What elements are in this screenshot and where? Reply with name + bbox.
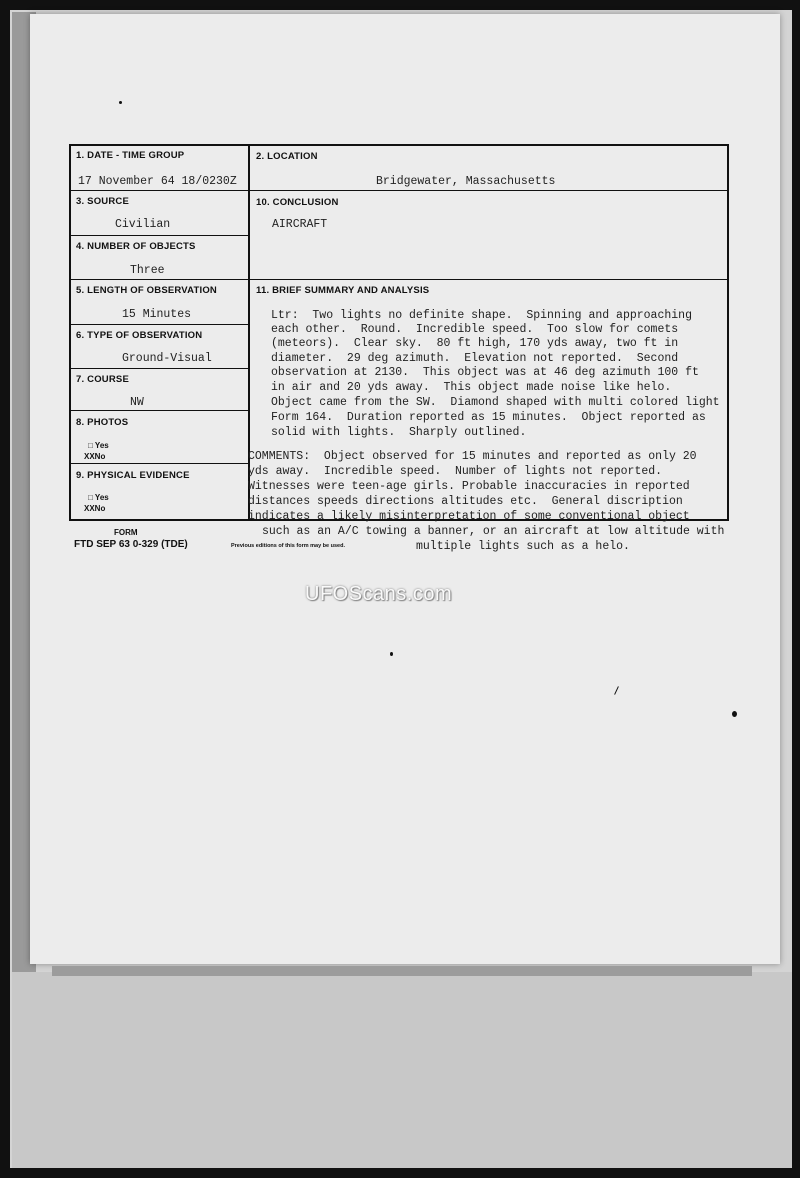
row-divider-left-c bbox=[69, 368, 249, 369]
location-label: 2. LOCATION bbox=[256, 151, 318, 162]
course-value: NW bbox=[130, 396, 144, 409]
photos-no-checkmark: XX bbox=[84, 452, 95, 461]
row-divider-2 bbox=[69, 279, 729, 280]
number-of-objects-value: Three bbox=[130, 264, 165, 277]
photos-no-option bbox=[84, 452, 105, 461]
photos-yes-option: □ Yes bbox=[88, 441, 109, 450]
row-divider-1 bbox=[69, 190, 729, 191]
date-time-group-value: 17 November 64 18/0230Z bbox=[78, 175, 237, 188]
form-footer-previous-editions: Previous editions of this form may be used. bbox=[231, 543, 345, 549]
row-divider-left-d bbox=[69, 410, 249, 411]
comment-line: distances speeds directions altitudes etc. General discription bbox=[248, 495, 683, 508]
brief-summary-label: 11. BRIEF SUMMARY AND ANALYSIS bbox=[256, 285, 430, 296]
comment-line: yds away. Incredible speed. Number of lights not reported. bbox=[248, 465, 663, 478]
physical-evidence-yes-option: □ Yes bbox=[88, 493, 109, 502]
source-value: Civilian bbox=[115, 218, 171, 231]
scan-lower-strip bbox=[12, 972, 792, 1168]
summary-line: diameter. 29 deg azimuth. Elevation not reported. Second bbox=[271, 352, 679, 365]
physical-evidence-no-checkmark: XX bbox=[84, 504, 95, 513]
location-value: Bridgewater, Massachusetts bbox=[376, 175, 556, 188]
course-label: 7. COURSE bbox=[76, 374, 130, 385]
date-time-group-label: 1. DATE - TIME GROUP bbox=[76, 150, 185, 161]
form-footer-id: FTD SEP 63 0-329 (TDE) bbox=[74, 539, 188, 550]
comment-line: such as an A/C towing a banner, or an aircraft at low altitude with bbox=[262, 525, 725, 538]
photos-yes-text: Yes bbox=[94, 441, 109, 450]
physical-evidence-no-option bbox=[84, 504, 105, 513]
form-footer-word: FORM bbox=[114, 528, 138, 537]
length-of-observation-value: 15 Minutes bbox=[122, 308, 192, 321]
comment-line: Witnesses were teen-age girls. Probable inaccuracies in reported bbox=[248, 480, 690, 493]
summary-line: Object came from the SW. Diamond shaped with multi colored light bbox=[271, 396, 720, 409]
conclusion-value: AIRCRAFT bbox=[272, 218, 328, 231]
summary-line: solid with lights. Sharply outlined. bbox=[271, 426, 527, 439]
type-of-observation-label: 6. TYPE OF OBSERVATION bbox=[76, 330, 203, 341]
summary-line: Ltr: Two lights no definite shape. Spinning and approaching bbox=[271, 309, 692, 322]
comment-line: indicates a likely misinterpretation of some conventional object bbox=[248, 510, 690, 523]
summary-line: observation at 2130. This object was at 46 deg azimuth 100 ft bbox=[271, 366, 699, 379]
summary-line: in air and 20 yds away. This object made noise like helo. bbox=[271, 381, 672, 394]
physical-evidence-no-text: No bbox=[94, 504, 106, 513]
row-divider-left-b bbox=[69, 324, 249, 325]
photos-label: 8. PHOTOS bbox=[76, 417, 129, 428]
summary-line: (meteors). Clear sky. 80 ft high, 170 yds away, two ft in bbox=[271, 337, 679, 350]
comment-line: multiple lights such as a helo. bbox=[416, 540, 630, 553]
paper-edge-bottom bbox=[52, 966, 752, 976]
comment-line: COMMENTS: Object observed for 15 minutes and reported as only 20 bbox=[248, 450, 697, 463]
scan-speck bbox=[732, 711, 737, 717]
row-divider-left-e bbox=[69, 463, 249, 464]
row-divider-left-a bbox=[69, 235, 249, 236]
type-of-observation-value: Ground-Visual bbox=[122, 352, 212, 365]
physical-evidence-label: 9. PHYSICAL EVIDENCE bbox=[76, 470, 190, 481]
summary-line: Form 164. Duration reported as 15 minutes. Object reported as bbox=[271, 411, 706, 424]
summary-line: each other. Round. Incredible speed. Too slow for comets bbox=[271, 323, 679, 336]
physical-evidence-yes-text: Yes bbox=[94, 493, 109, 502]
source-label: 3. SOURCE bbox=[76, 196, 130, 207]
scan-speck bbox=[390, 652, 393, 656]
number-of-objects-label: 4. NUMBER OF OBJECTS bbox=[76, 241, 196, 252]
scan-speck bbox=[119, 101, 122, 104]
conclusion-label: 10. CONCLUSION bbox=[256, 197, 339, 208]
length-of-observation-label: 5. LENGTH OF OBSERVATION bbox=[76, 285, 217, 296]
watermark: UFOScans.com bbox=[305, 583, 453, 605]
photos-no-text: No bbox=[94, 452, 106, 461]
